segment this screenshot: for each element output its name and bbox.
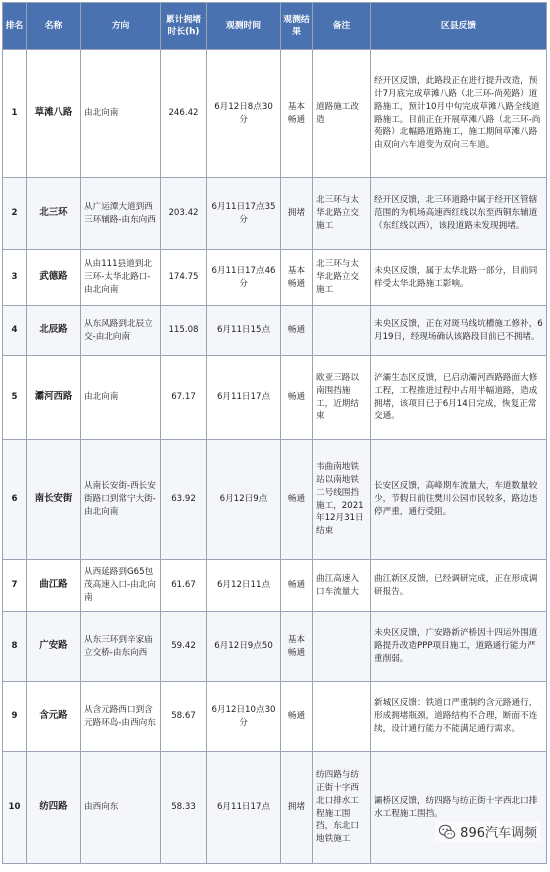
cell-name: 纺四路 (27, 752, 81, 864)
table-row (3, 356, 547, 440)
cell-direction: 由北向南 (81, 50, 161, 178)
cell-direction: 从西延路到G65包茂高速入口-由北向南 (81, 560, 161, 612)
cell-note: 道路施工改造 (313, 50, 371, 178)
cell-rank: 3 (3, 250, 27, 306)
cell-result: 畅通 (281, 356, 313, 440)
cell-result: 拥堵 (281, 178, 313, 250)
table-row (3, 440, 547, 560)
header-duration: 累计拥堵时长(h) (161, 3, 207, 50)
cell-result: 基本畅通 (281, 50, 313, 178)
cell-note: 欧亚三路以南围挡施工，近期结束 (313, 356, 371, 440)
cell-feedback: 未央区反馈，正在对斑马线坑槽施工修补，6月19日，经现场确认该路段目前已不拥堵。 (371, 306, 547, 356)
watermark-text: 896汽车调频 (460, 826, 537, 841)
cell-note (313, 682, 371, 752)
cell-rank: 7 (3, 560, 27, 612)
cell-direction: 从南长安街-西长安街路口到常宁大街-由北向南 (81, 440, 161, 560)
cell-duration: 58.33 (161, 752, 207, 864)
cell-time: 6月12日9点 (207, 440, 281, 560)
wechat-icon (438, 823, 456, 841)
cell-direction: 从含元路西口到含元路环岛-由西向东 (81, 682, 161, 752)
cell-duration: 203.42 (161, 178, 207, 250)
cell-note: 韦曲南地铁站以南地铁二号线围挡施工，2021年12月31日结束 (313, 440, 371, 560)
cell-rank: 6 (3, 440, 27, 560)
cell-direction: 从东三环到辛家庙立交桥-由东向西 (81, 612, 161, 682)
cell-result: 畅通 (281, 560, 313, 612)
cell-rank: 8 (3, 612, 27, 682)
cell-result: 畅通 (281, 682, 313, 752)
cell-note: 曲江高速入口车流量大 (313, 560, 371, 612)
cell-note (313, 306, 371, 356)
cell-time: 6月11日17点 (207, 356, 281, 440)
cell-name: 灞河西路 (27, 356, 81, 440)
cell-name: 曲江路 (27, 560, 81, 612)
cell-duration: 58.67 (161, 682, 207, 752)
cell-feedback: 新城区反馈：铁道口严重制约含元路通行，形成拥堵瓶颈，道路结构不合理，断面不连续，设计通行能力不能满足通行需求。 (371, 682, 547, 752)
cell-time: 6月11日17点35分 (207, 178, 281, 250)
cell-rank: 4 (3, 306, 27, 356)
cell-name: 南长安街 (27, 440, 81, 560)
table-row (3, 560, 547, 612)
cell-result: 拥堵 (281, 752, 313, 864)
cell-note: 北三环与太华北路立交施工 (313, 250, 371, 306)
cell-rank: 2 (3, 178, 27, 250)
cell-duration: 61.67 (161, 560, 207, 612)
cell-duration: 59.42 (161, 612, 207, 682)
table-row (3, 50, 547, 178)
cell-name: 草滩八路 (27, 50, 81, 178)
table-row (3, 752, 547, 864)
table-row (3, 250, 547, 306)
traffic-congestion-table (2, 2, 547, 864)
table-header-row (3, 3, 547, 50)
cell-time: 6月11日17点 (207, 752, 281, 864)
cell-feedback: 未央区反馈，广安路新浐桥因十四运外围道路提升改造PPP项目施工，道路通行能力严重削弱。 (371, 612, 547, 682)
cell-name: 北辰路 (27, 306, 81, 356)
cell-direction: 由西向东 (81, 752, 161, 864)
cell-time: 6月12日9点50 (207, 612, 281, 682)
cell-result: 畅通 (281, 440, 313, 560)
header-direction: 方向 (81, 3, 161, 50)
cell-name: 北三环 (27, 178, 81, 250)
cell-note: 北三环与太华北路立交施工 (313, 178, 371, 250)
cell-name: 含元路 (27, 682, 81, 752)
cell-duration: 246.42 (161, 50, 207, 178)
cell-note: 纺四路与纺正街十字西北口排水工程施工围挡，东北口地铁施工 (313, 752, 371, 864)
header-note: 备注 (313, 3, 371, 50)
header-name: 名称 (27, 3, 81, 50)
cell-result: 畅通 (281, 306, 313, 356)
cell-rank: 9 (3, 682, 27, 752)
cell-name: 武德路 (27, 250, 81, 306)
cell-duration: 115.08 (161, 306, 207, 356)
cell-result: 基本畅通 (281, 250, 313, 306)
cell-feedback: 曲江新区反馈，已经调研完成，正在形成调研报告。 (371, 560, 547, 612)
cell-time: 6月12日10点30分 (207, 682, 281, 752)
cell-time: 6月11日17点46分 (207, 250, 281, 306)
cell-direction: 从东风路到北辰立交-由北向南 (81, 306, 161, 356)
cell-rank: 1 (3, 50, 27, 178)
table-row (3, 682, 547, 752)
cell-feedback: 经开区反馈，此路段正在进行提升改造，预计7月底完成草滩八路（北三环-尚苑路）道路施工，预计10月中旬完成草滩八路全线道路施工。目前正在开展草滩八路（北三环-尚苑路）北幅路道路施工，施工期间草滩八路由双向六车道变为双向三车道。 (371, 50, 547, 178)
cell-direction: 从广运潭大道到西三环辅路-由东向西 (81, 178, 161, 250)
cell-feedback: 经开区反馈，北三环道路中属于经开区管辖范围的为机场高速西红线以东至西铜东辅道（东红线以西），该段道路未发现拥堵。 (371, 178, 547, 250)
cell-rank: 10 (3, 752, 27, 864)
cell-feedback: 未央区反馈，属于太华北路一部分，目前同样受太华北路施工影响。 (371, 250, 547, 306)
table-row (3, 178, 547, 250)
cell-direction: 从由111县道到北三环-太华北路口-由北向南 (81, 250, 161, 306)
cell-time: 6月12日11点 (207, 560, 281, 612)
cell-time: 6月11日15点 (207, 306, 281, 356)
header-result: 观测结果 (281, 3, 313, 50)
cell-time: 6月12日8点30分 (207, 50, 281, 178)
cell-name: 广安路 (27, 612, 81, 682)
table-row (3, 612, 547, 682)
cell-duration: 63.92 (161, 440, 207, 560)
table-row (3, 306, 547, 356)
cell-rank: 5 (3, 356, 27, 440)
cell-note (313, 612, 371, 682)
cell-duration: 67.17 (161, 356, 207, 440)
header-rank: 排名 (3, 3, 27, 50)
header-time: 观测时间 (207, 3, 281, 50)
header-feedback: 区县反馈 (371, 3, 547, 50)
cell-feedback: 灞桥区反馈，纺四路与纺正街十字西北口排水工程施工围挡。 (371, 752, 547, 864)
cell-feedback: 浐灞生态区反馈，已启动灞河西路路面大修工程，工程推进过程中占用半幅道路，造成拥堵，该项目已于6月14日完成，恢复正常交通。 (371, 356, 547, 440)
cell-result: 基本畅通 (281, 612, 313, 682)
cell-direction: 由北向南 (81, 356, 161, 440)
watermark (435, 821, 540, 842)
cell-feedback: 长安区反馈，高峰期车流量大，车道数量较少，节假日前往樊川公园市民较多，路边违停严重，通行受阻。 (371, 440, 547, 560)
cell-duration: 174.75 (161, 250, 207, 306)
